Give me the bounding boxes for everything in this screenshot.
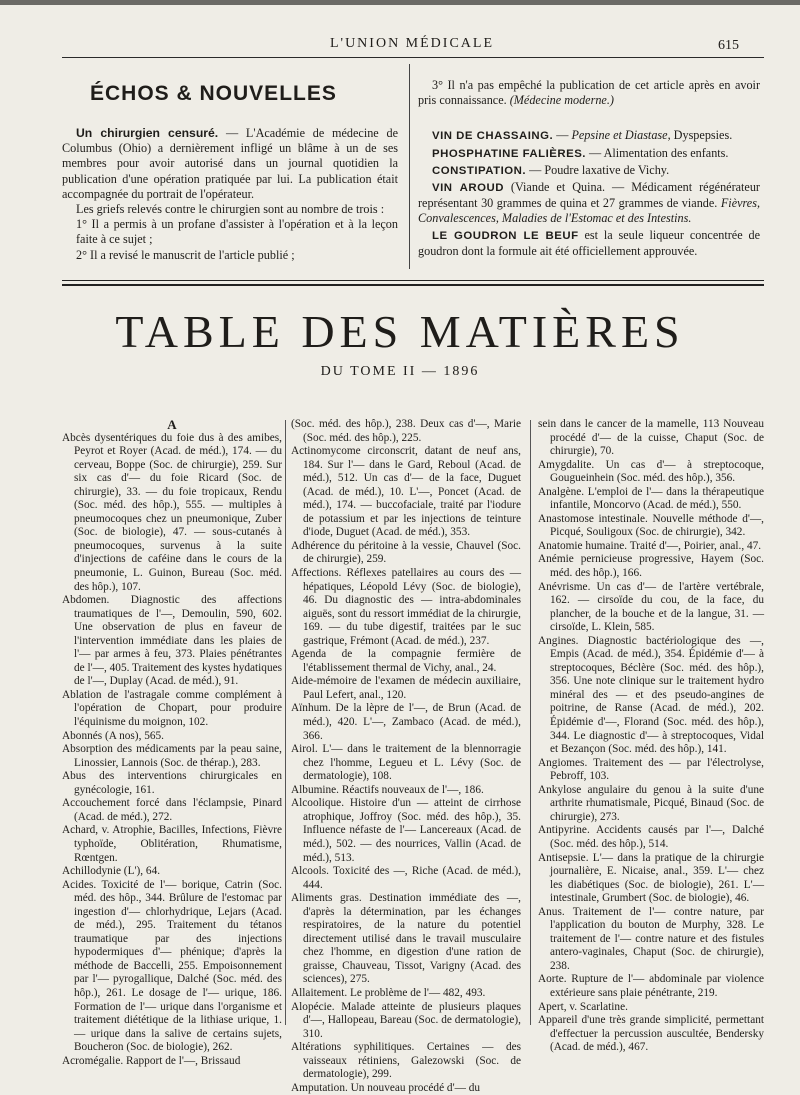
advertisement bbox=[418, 128, 760, 144]
table-title: TABLE DES MATIÈRES bbox=[115, 306, 685, 357]
index-entry: Aïnhum. De la lèpre de l'—, de Brun (Acad. de méd.), 420. L'—, Zambaco (Acad. de méd.), 366. bbox=[291, 702, 521, 742]
index-entry: Antipyrine. Accidents causés par l'—, Dalché (Soc. méd. des hôp.), 514. bbox=[538, 824, 764, 850]
index-entry: Abonnés (A nos), 565. bbox=[62, 729, 164, 742]
index-entry: Analgène. L'emploi de l'— dans la thérapeutique infantile, Moncorvo (Acad. de méd.), 550. bbox=[538, 485, 764, 512]
section-rule bbox=[62, 280, 764, 281]
index-entry: Aorte. Rupture de l'— abdominale par violence extérieure sans plaie pénétrante, 219. bbox=[538, 973, 764, 999]
advertisements bbox=[418, 128, 760, 259]
index-entry: Anatomie humaine. Traité d'—, Poirier, anal., 47. bbox=[538, 539, 762, 552]
section-rule bbox=[62, 284, 764, 286]
column-divider bbox=[285, 420, 286, 1025]
advertisement-brand: LE GOUDRON LE BEUF bbox=[432, 229, 579, 242]
index-entry: Aliments gras. Destination immédiate des —, d'après la détermination, par les échanges respiratoires, de la nature du potentiel directement utilisé dans le travail musculaire chez l'homme, en digestion d'une ration de graisse, Chauveau, Tissot, Varigny (Acad. des sciences), 275. bbox=[291, 892, 521, 986]
echo-source: (Médecine moderne.) bbox=[509, 93, 614, 108]
index-entry: Acromégalie. Rapport de l'—, Brissaud bbox=[62, 1054, 241, 1067]
index-entry: Anémie pernicieuse progressive, Hayem (Soc. méd. des hôp.), 166. bbox=[538, 553, 764, 580]
page-number: 615 bbox=[718, 38, 739, 53]
index-letter: A bbox=[167, 417, 177, 432]
advertisement-text: est la seule liqueur concentrée de goudron dont la formule ait été officiellement approuvée. bbox=[418, 227, 760, 258]
advertisement-text: — Poudre laxative de Vichy. bbox=[526, 162, 670, 177]
advertisement-text: — bbox=[553, 128, 572, 143]
index-entry: Angiomes. Traitement des — par l'électrolyse, Pebroff, 103. bbox=[538, 756, 764, 783]
index-entry: Achard, v. Atrophie, Bacilles, Infections, Fièvre typhoïde, Oblitération, Rhumatisme, Rœntgen. bbox=[62, 824, 282, 864]
echo-paragraph: Les griefs relevés contre le chirurgien sont au nombre de trois : bbox=[76, 202, 385, 217]
index-column-3 bbox=[538, 418, 764, 1055]
index-entry: Adhérence du péritoine à la vessie, Chauvel (Soc. de chirurgie), 259. bbox=[291, 539, 521, 566]
index-entry: Amputation. Un nouveau procédé d'— du bbox=[291, 1081, 481, 1094]
echo-list-item: 2° Il a revisé le manuscrit de l'article publié ; bbox=[76, 247, 295, 262]
advertisement-brand: VIN DE CHASSAING. bbox=[432, 130, 554, 143]
header-rule bbox=[62, 57, 764, 58]
index-entry: Anévrisme. Un cas d'— de l'artère vertébrale, 162. — cirsoïde du cou, de la face, du plancher, de la bouche et de la langue, 31. — cirsoïde, L. Klein, 585. bbox=[538, 580, 764, 634]
echoes-title: ÉCHOS & NOUVELLES bbox=[90, 82, 337, 105]
advertisement-text: (Viande et Quina. — Médicament régénérateur représentant 30 grammes de quina et 27 grammes de viande. bbox=[418, 180, 760, 211]
advertisement-italic: Pepsine et Diastase, bbox=[571, 128, 671, 143]
index-column-1 bbox=[62, 418, 282, 1068]
index-entry: Alopécie. Malade atteinte de plusieurs plaques d'—, Hallopeau, Bareau (Soc. de dermatologie), 310. bbox=[291, 1000, 521, 1040]
advertisement bbox=[418, 180, 760, 227]
echo-lead: Un chirurgien censuré. bbox=[76, 126, 219, 140]
index-entry: Alcools. Toxicité des —, Riche (Acad. de méd.), 444. bbox=[291, 865, 521, 891]
running-title: L'UNION MÉDICALE bbox=[330, 36, 495, 51]
advertisement-text: — Alimentation des enfants. bbox=[585, 145, 729, 160]
index-entry: Acides. Toxicité de l'— borique, Catrin (Soc. méd. des hôp., 344. Brûlure de l'estomac par ingestion d'— chlorhydrique, Lejars (Acad. de méd.), 295. Traitement du tétanos traumatique par des injections hypodermiques d'— phénique; d'après la méthode de Baccelli, 255. Empoisonnement par l'— pyrogallique, Dalché (Soc. méd. des hôp.), 261. Le dosage de l'— urique, 186. Formation de l'— urique dans l'organisme et traitement diététique de la lithiase urique, 1. — urique dans la salive de certains sujets, Boucheron (Soc. de biologie), 262. bbox=[62, 878, 282, 1054]
echo-text: 3° Il n'a pas empêché la publication de cet article après en avoir pris connaissance. bbox=[418, 78, 760, 108]
index-entry: Achillodynie (L'), 64. bbox=[62, 865, 161, 878]
echo-list-item bbox=[418, 78, 760, 108]
index-entry: Affections. Réflexes patellaires au cours des — hépatiques, Léopold Lévy (Soc. de biologie), 46. Du diagnostic des — intra-abdominales aiguës, sont du ressort immédiat de la chirurgie, 169. — du tube digestif, traitées par le suc gastrique, Frémont (Acad. de méd.), 237. bbox=[291, 567, 521, 647]
echo-text: — L'Académie de médecine de Columbus (Ohio) a dernièrement infligé un blâme à un de ses membres pour avoir autorisé dans un journal quotidien la publication d'une opération pratiquée par lui. La publication était accompagnée du portrait de l'opérateur. bbox=[62, 126, 398, 201]
index-entry: Abcès dysentériques du foie dus à des amibes, Peyrot et Royer (Acad. de méd.), 174. — du cerveau, Boppe (Soc. de chirurgie), 259. Sur six cas d'— du foie Ricard (Soc. de chirurgie), 33. — du foie tropicaux, Rendu (Soc. méd. des hôp.), 555. — multiples à pneumocoques chez un pneumonique, Zuber (Soc. de biologie), 47. — sous-cutanés à pneumocoques, survenus à la suite d'injections de caféine dans le cours de la pneumonie, L. Guinon, Bureau (Soc. méd. des hôp.), 107. bbox=[62, 431, 282, 593]
index-entry: Absorption des médicaments par la peau saine, Linossier, Lannois (Soc. de thérap.), 283. bbox=[62, 743, 282, 769]
index-entry: Antisepsie. L'— dans la pratique de la chirurgie journalière, E. Nicaise, anal., 359. L'— chez les diabétiques (Soc. de biologie), 261. L'— intestinale, Grumbert (Soc. de biologie), 46. bbox=[538, 851, 764, 905]
index-entry: sein dans le cancer de la mamelle, 113 Nouveau procédé d'— de la cuisse, Chaput (Soc. de chirurgie), 70. bbox=[538, 418, 764, 458]
index-entry: Anastomose intestinale. Nouvelle méthode d'—, Picqué, Souligoux (Soc. de chirurgie), 342. bbox=[538, 512, 764, 539]
advertisement-text: Dyspepsies. bbox=[670, 128, 733, 143]
index-entry: Airol. L'— dans le traitement de la blennorragie chez l'homme, Legueu et L. Lévy (Soc. de dermatologie), 108. bbox=[291, 743, 521, 783]
index-entry: Agenda de la compagnie fermière de l'établissement thermal de Vichy, anal., 24. bbox=[291, 648, 521, 674]
index-entry: (Soc. méd. des hôp.), 238. Deux cas d'—, Marie (Soc. méd. des hôp.), 225. bbox=[291, 418, 521, 444]
index-entry: Accouchement forcé dans l'éclampsie, Pinard (Acad. de méd.), 272. bbox=[62, 797, 282, 823]
advertisement-italic: Fièvres, Convalescences, Maladies de l'Estomac et des Intestins. bbox=[418, 196, 760, 226]
echoes-right-column bbox=[418, 78, 760, 260]
index-column-2 bbox=[291, 418, 521, 1095]
index-entry: Ablation de l'astragale comme complément à l'opération de Chopart, pour produire l'équinisme du moignon, 102. bbox=[62, 688, 282, 729]
advertisement-brand: VIN AROUD bbox=[432, 182, 504, 195]
echo-paragraph bbox=[62, 126, 398, 202]
index-entry: Alcoolique. Histoire d'un — atteint de cirrhose atrophique, Joffroy (Soc. méd. des hôp.), 35. Influence néfaste de l'— Lancereaux (Acad. de méd.), 502. — des nourrices, Vallin (Acad. de méd.), 513. bbox=[291, 797, 521, 864]
index-entry: Abdomen. Diagnostic des affections traumatiques de l'—, Demoulin, 590, 602. Une observation de plus en faveur de l'intervention immédiate dans les plaies de l'— par armes à feu, 373. Plaies pénétrantes de l'—, 405. Traitement des kystes hydatiques de l'—, Duplay (Acad. de méd.), 91. bbox=[62, 594, 282, 688]
index-entry: Actinomycome circonscrit, datant de neuf ans, 184. Sur l'— dans le Gard, Reboul (Acad. de méd.), 512. Un cas d'— de la face, Duguet (Acad. de méd.), 10. L'—, Poncet (Acad. de méd.), 174. — buccofaciale, traité par l'iodure de potassium et par les injections de teinture d'iode, Duguet (Acad. de méd.), 353. bbox=[291, 445, 521, 539]
echo-list-item: 1° Il a permis à un profane d'assister à l'opération et à la leçon faite à ce sujet ; bbox=[76, 217, 398, 247]
column-divider bbox=[530, 420, 531, 1025]
advertisement-brand: PHOSPHATINE FALIÈRES. bbox=[432, 147, 586, 160]
index-entry: Abus des interventions chirurgicales en gynécologie, 161. bbox=[62, 770, 282, 796]
echoes-left-column bbox=[62, 126, 398, 263]
index-entry: Albumine. Réactifs nouveaux de l'—, 186. bbox=[291, 783, 484, 796]
index-entry: Allaitement. Le problème de l'— 482, 493. bbox=[291, 986, 486, 999]
index-entry: Amygdalite. Un cas d'— à streptocoque, Gougueinhein (Soc. méd. des hôp.), 356. bbox=[538, 458, 764, 485]
index-entry: Apert, v. Scarlatine. bbox=[538, 1000, 628, 1013]
advertisement bbox=[418, 228, 760, 259]
advertisement bbox=[418, 163, 760, 179]
index-entry: Angines. Diagnostic bactériologique des —, Empis (Acad. de méd.), 354. Épidémie d'— à streptocoques, Béclère (Soc. méd. des hôp.), 356. Une note clinique sur le traitement hydro minéral des — et des pseudo-angines de poitrine, de Ranse (Acad. de méd.), 202. Épidémie d'—, Florand (Soc. méd. des hôp.), 344. Le diagnostic d'— à streptocoques, Vidal et Bezançon (Soc. méd. des hôp.), 141. bbox=[538, 634, 764, 756]
advertisement bbox=[418, 146, 760, 162]
top-border bbox=[0, 0, 800, 5]
index-entry: Appareil d'une très grande simplicité, permettant d'effectuer la percussion auscultée, Bendersky (Acad. de méd.), 467. bbox=[538, 1014, 764, 1054]
advertisement-brand: CONSTIPATION. bbox=[432, 164, 527, 177]
column-divider bbox=[409, 64, 410, 269]
index-entry: Aide-mémoire de l'examen de médecin auxiliaire, Paul Lefert, anal., 120. bbox=[291, 675, 521, 701]
index-entry: Ankylose angulaire du genou à la suite d'une arthrite rhumatismale, Picqué, Binaud (Soc. de chirurgie), 273. bbox=[538, 783, 764, 823]
index-entry: Anus. Traitement de l'— contre nature, par l'application du bouton de Murphy, 328. Le traitement de l'— contre nature et des fistules antero-vaginales, Chaput (Soc. de chirurgie), 238. bbox=[538, 905, 764, 972]
index-entry: Altérations syphilitiques. Certaines — des vaisseaux rétiniens, Galezowski (Soc. de dermatologie), 299. bbox=[291, 1041, 521, 1081]
table-subtitle: DU TOME II — 1896 bbox=[320, 364, 480, 379]
